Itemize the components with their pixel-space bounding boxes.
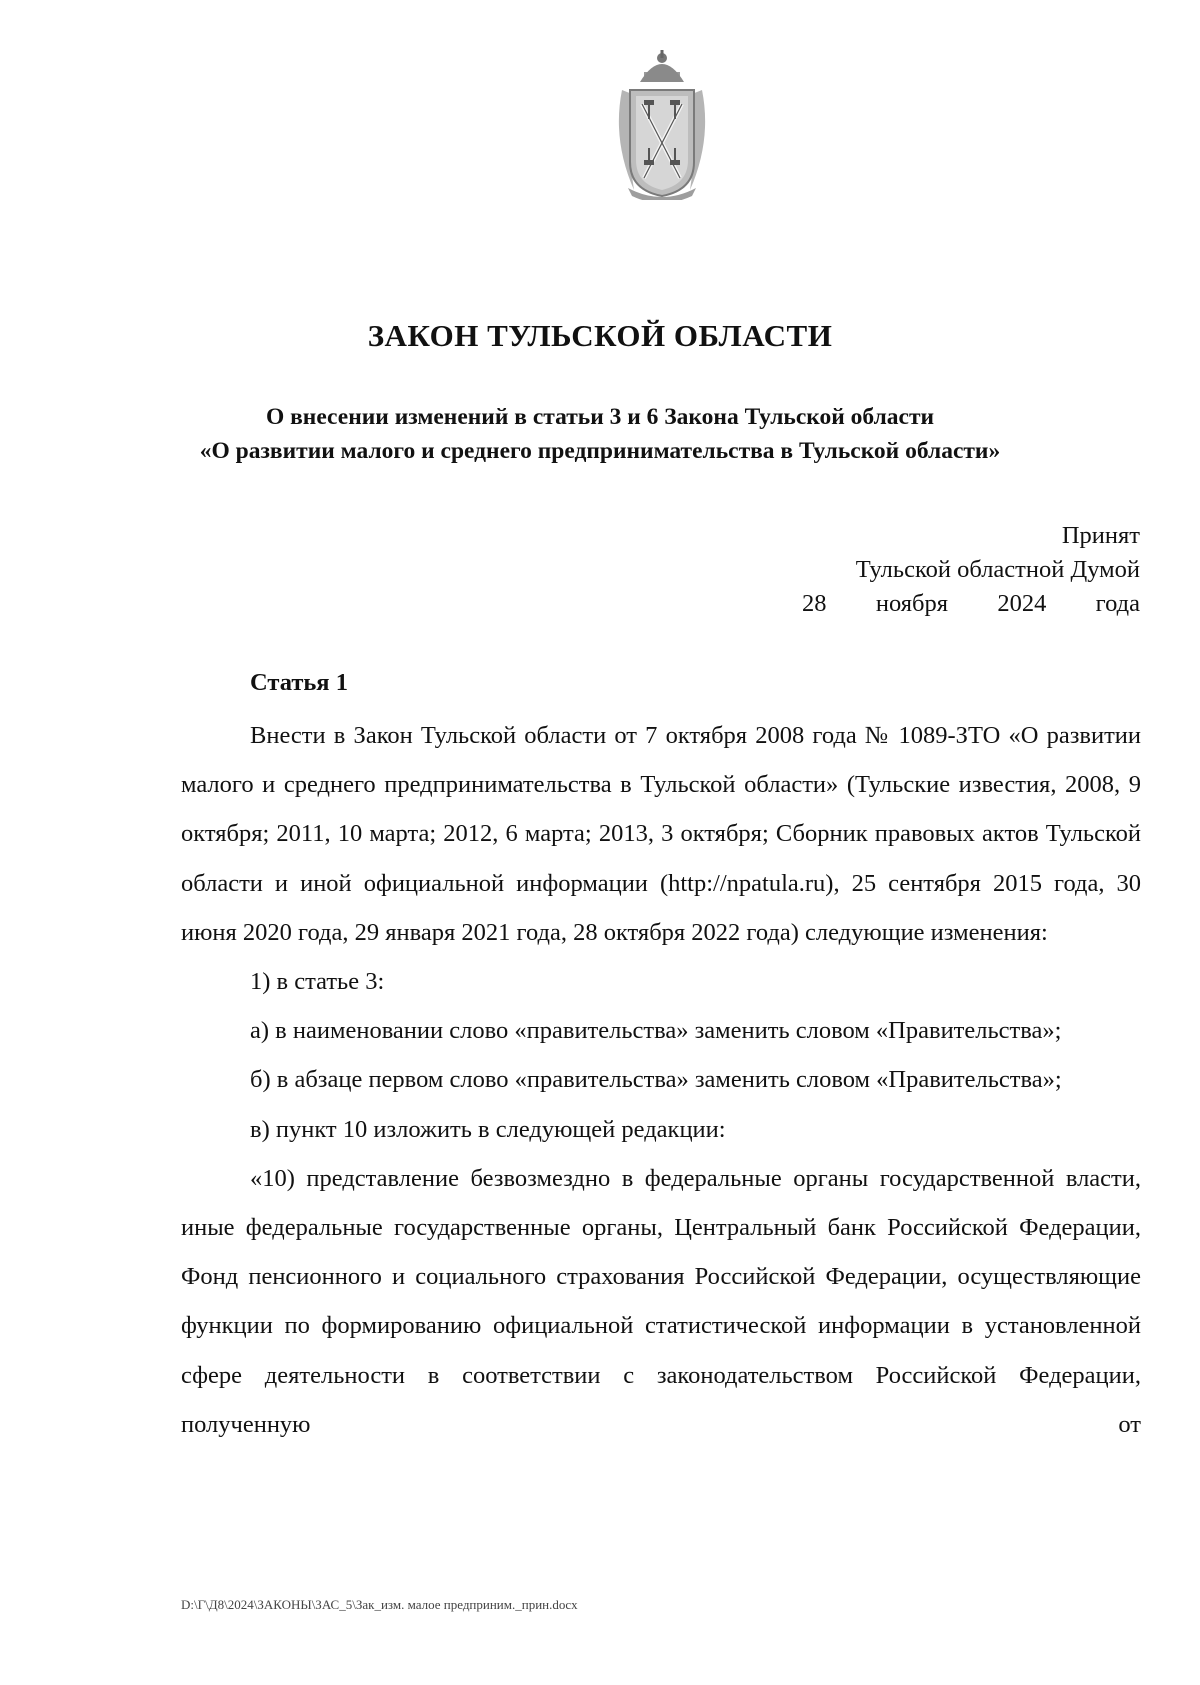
subtitle-line-2: «О развитии малого и среднего предпринимательства в Тульской области» — [199, 438, 1001, 464]
adoption-year: 2024 — [997, 590, 1047, 617]
adoption-block — [0, 519, 1140, 621]
adopting-body: Тульской областной Думой — [855, 556, 1140, 583]
document-title: ЗАКОН ТУЛЬСКОЙ ОБЛАСТИ — [367, 318, 833, 353]
adoption-day: 28 — [802, 590, 827, 617]
adoption-date — [802, 587, 1140, 621]
paragraph-item-10-text: «10) представление безвозмездно в федеральные органы государственной власти, иные федеральные государственные органы, Центральный банк Российской Федерации, Фонд пенсионного и социального страхования Российской Федерации, осуществляющие функции по формированию официальной статистической информации в установленной сфере деятельности в соответствии с законодательством Российской Федерации, полученную от — [181, 1164, 1141, 1438]
coat-of-arms-emblem — [614, 50, 710, 200]
subtitle-line-1: О внесении изменений в статьи 3 и 6 Закона Тульской области — [265, 404, 935, 430]
adoption-month: ноября — [875, 590, 948, 617]
article-heading: Статья 1 — [250, 669, 348, 696]
paragraph-item-b: б) в абзаце первом слово «правительства» заменить словом «Правительства»; — [250, 1066, 1062, 1094]
adoption-year-suffix: года — [1095, 590, 1140, 617]
document-subtitle — [0, 400, 1200, 468]
paragraph-item-1: 1) в статье 3: — [250, 968, 385, 996]
article-body — [181, 711, 1141, 1449]
paragraph-item-a: а) в наименовании слово «правительства» заменить словом «Правительства»; — [250, 1017, 1062, 1045]
adopted-label: Принят — [1061, 522, 1140, 549]
paragraph-item-v: в) пункт 10 изложить в следующей редакции: — [250, 1115, 726, 1143]
paragraph-intro: Внести в Закон Тульской области от 7 октября 2008 года № 1089-ЗТО «О развитии малого и среднего предпринимательства в Тульской области» (Тульские известия, 2008, 9 октября; 2011, 10 марта; 2012, 6 марта; 2013, 3 октября; Сборник правовых актов Тульской области и иной официальной информации (http://npatula.ru), 25 сентября 2015 года, 30 июня 2020 года, 29 января 2021 года, 28 октября 2022 года) следующие изменения: — [181, 722, 1141, 946]
footer-file-path: D:\Г\Д8\2024\ЗАКОНЫ\ЗАС_5\Зак_изм. малое предприним._прин.docx — [181, 1597, 578, 1612]
